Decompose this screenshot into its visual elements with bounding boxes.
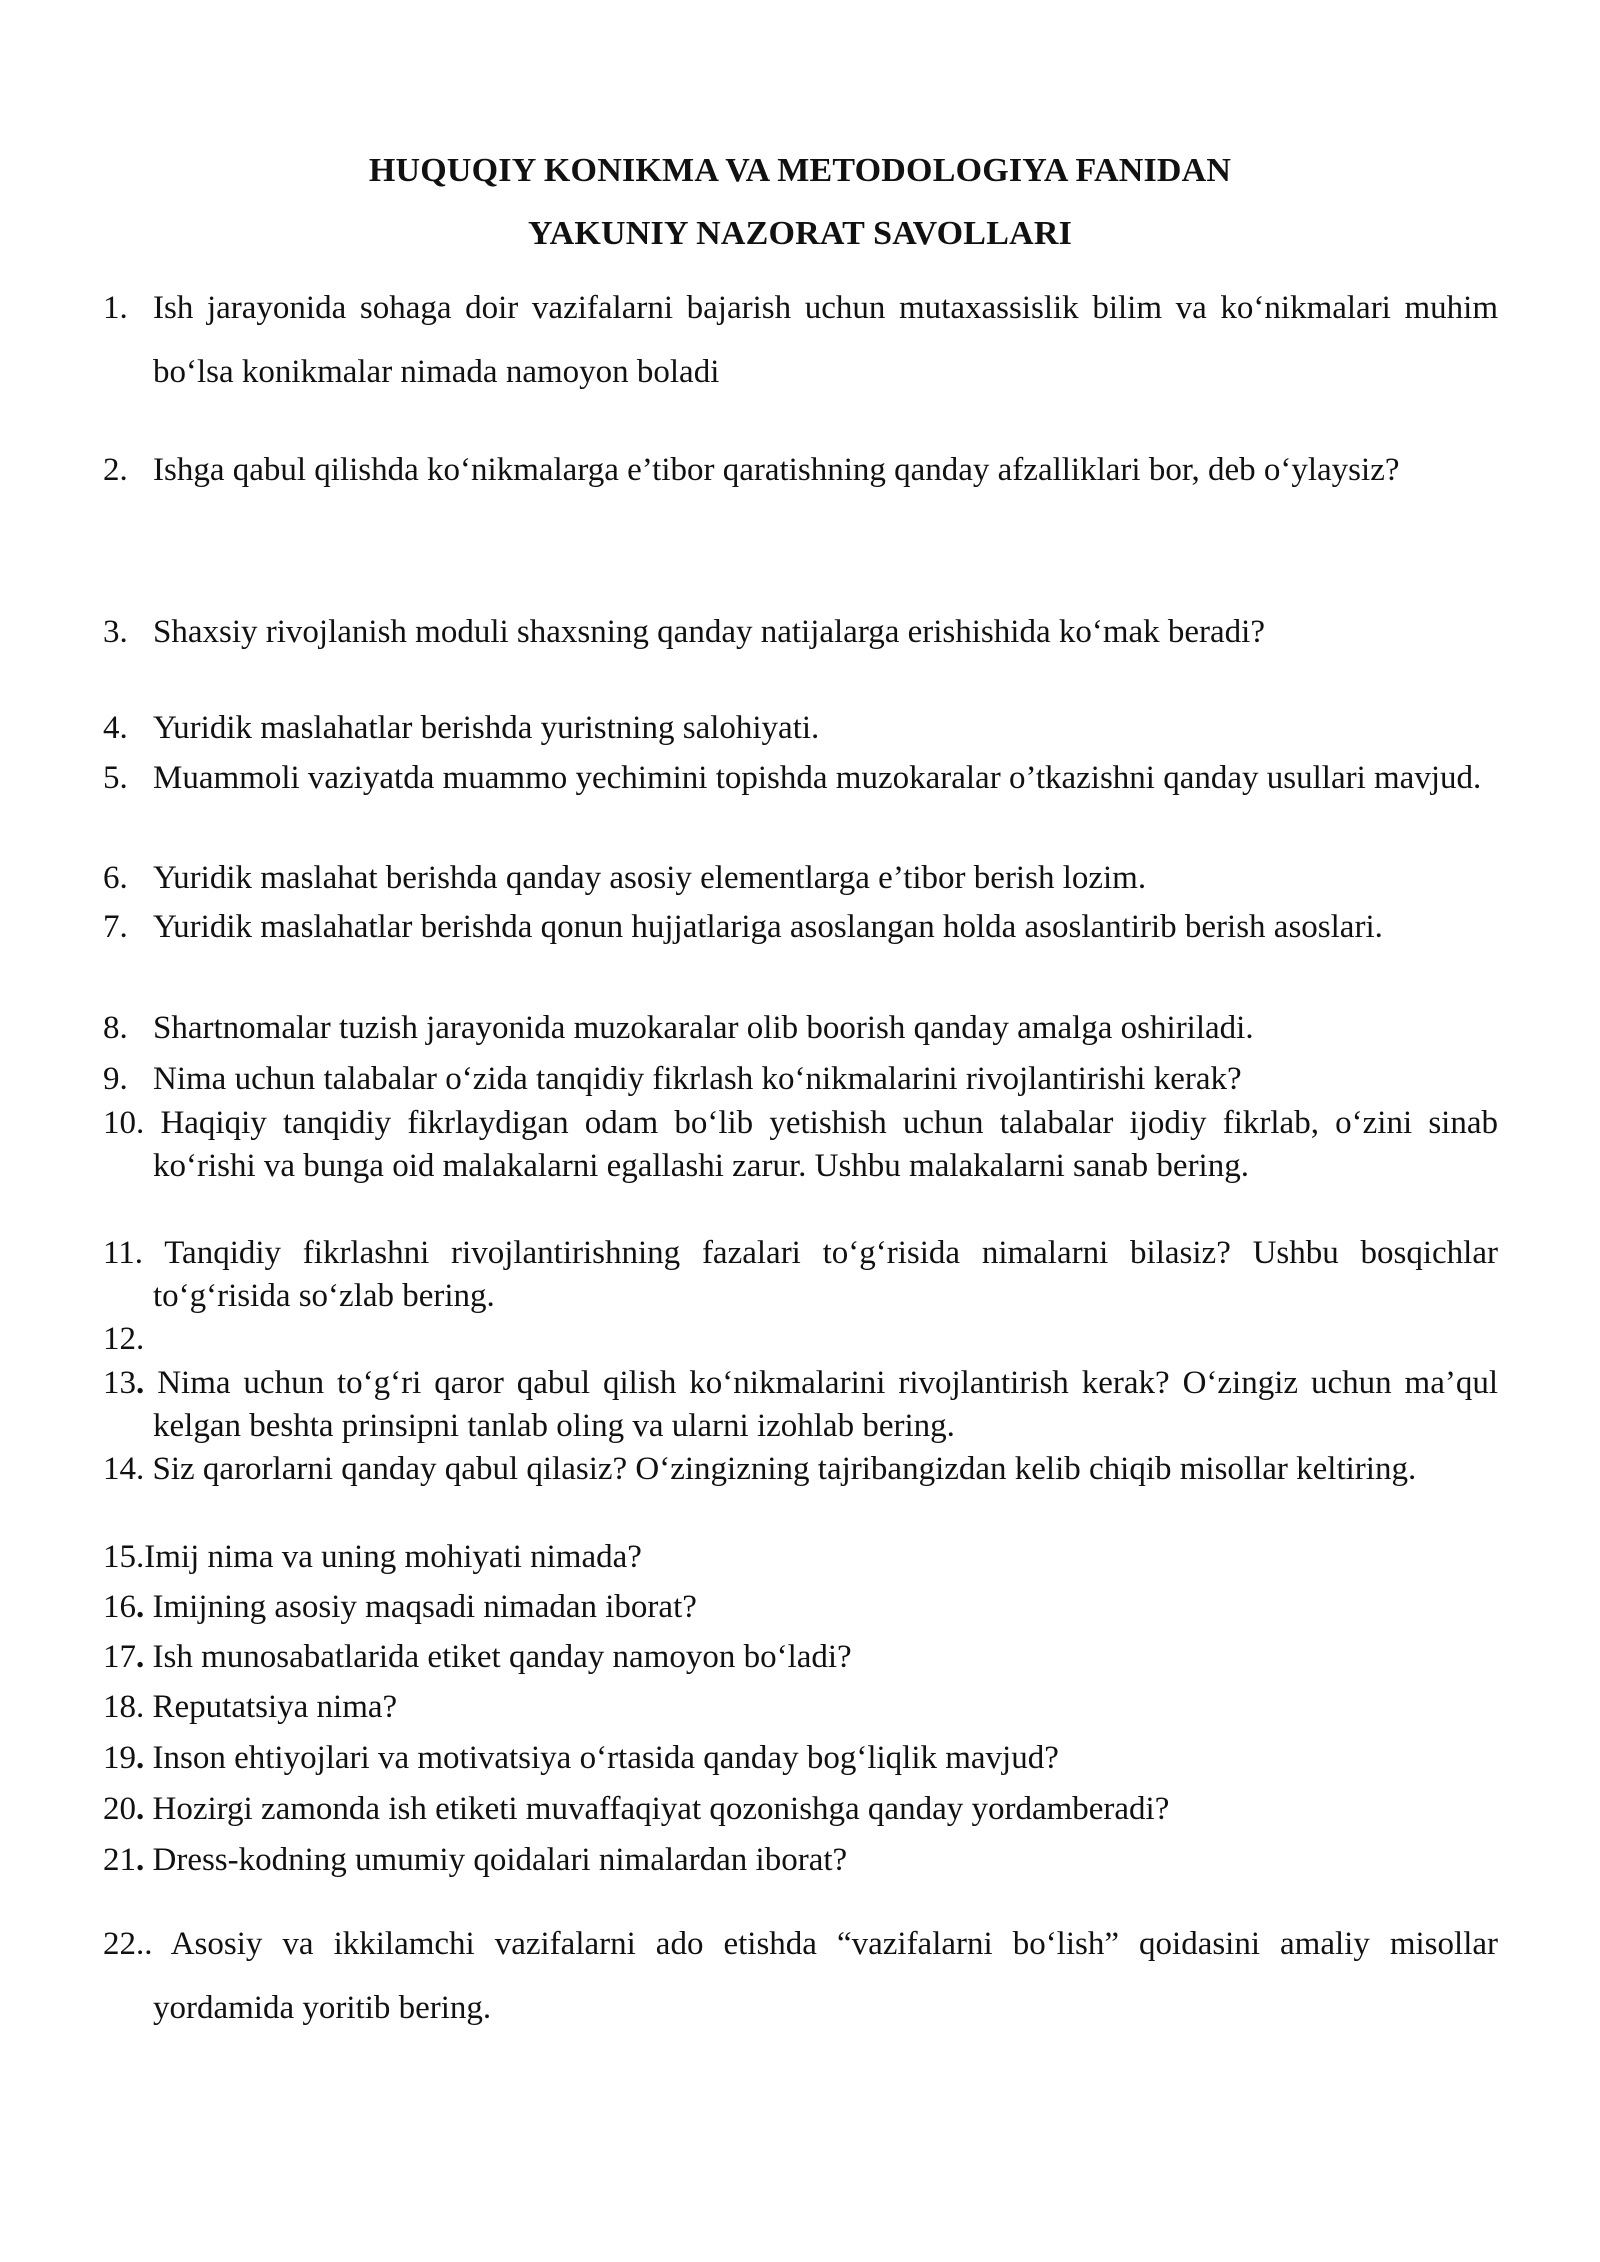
question-number: 3. [103,614,128,650]
question-text: Muammoli vaziyatda muammo yechimini topishda muzokaralar o’tkazishni qanday usullari mavjud. [153,760,1482,796]
question-text: Dress-kodning umumiy qoidalari nimalardan iborat? [152,1842,848,1878]
document-title-line-2: YAKUNIY NAZORAT SAVOLLARI [527,215,1073,252]
question-number-dot: . [136,1365,145,1401]
question-text: Shaxsiy rivojlanish moduli shaxsning qanday natijalarga erishishida ko‘mak beradi? [153,614,1265,650]
question-item [103,1636,1498,1679]
question-item [103,1362,1498,1448]
question-item [103,1686,1498,1729]
question-number: 1. [103,290,128,326]
question-text: Reputatsiya nima? [152,1689,398,1725]
question-text: Nima uchun to‘g‘ri qaror qabul qilish ko‘nikmalarini rivojlantirish kerak? O‘zingiz uchun ma’qul kelgan beshta prinsipni tanlab oling va ularni izohlab bering. [153,1365,1499,1444]
question-item [103,1536,1498,1579]
question-text: Haqiqiy tanqidiy fikrlaydigan odam bo‘lib yetishish uchun talabalar ijodiy fikrlab, o‘zini sinab ko‘rishi va bunga oid malakalarni egallashi zarur. Ushbu malakalarni sanab bering. [153,1105,1498,1184]
question-item [103,704,1498,752]
question-number: 21. [103,1842,145,1878]
question-text: Asosiy va ikkilamchi vazifalarni ado etishda “vazifalarni bo‘lish” qoidasini amaliy misollar yordamida yoritib bering. [153,1926,1498,2026]
question-number-dot: . [136,1791,145,1827]
question-number: 22.. [103,1926,153,1962]
question-text: Siz qarorlarni qanday qabul qilasiz? O‘zingizning tajribangizdan kelib chiqib misollar keltiring. [152,1451,1417,1487]
question-item [103,1912,1498,2040]
question-number: 16. [103,1589,145,1625]
question-item [103,1007,1498,1050]
question-item [103,1102,1498,1188]
question-number: 17. [103,1639,145,1675]
question-number-dot: . [136,1842,145,1878]
question-text: Inson ehtiyojlari va motivatsiya o‘rtasida qanday bog‘liqlik mavjud? [152,1740,1059,1776]
question-number: 6. [103,860,128,896]
question-item [103,1737,1498,1780]
question-number: 15. [103,1539,145,1575]
question-number: 2. [103,452,128,488]
question-number: 9. [103,1061,128,1097]
question-item [103,1788,1498,1831]
question-text: Yuridik maslahat berishda qanday asosiy elementlarga e’tibor berish lozim. [153,860,1147,896]
question-text: Ish munosabatlarida etiket qanday namoyon bo‘ladi? [152,1639,852,1675]
question-text: Tanqidiy fikrlashni rivojlantirishning fazalari to‘g‘risida nimalarni bilasiz? Ushbu bosqichlar to‘g‘risida so‘zlab bering. [153,1235,1498,1314]
question-number: 5. [103,760,128,796]
question-text: Imijning asosiy maqsadi nimadan iborat? [152,1589,697,1625]
question-number: 10. [103,1105,145,1141]
question-text: Yuridik maslahatlar berishda yuristning salohiyati. [153,710,820,746]
question-number: 20. [103,1791,145,1827]
document-title-line-1: HUQUQIY KONIKMA VA METODOLOGIYA FANIDAN [368,152,1232,189]
question-item [103,1839,1498,1882]
question-text: Imij nima va uning mohiyati nimada? [144,1539,642,1575]
question-number: 7. [103,909,128,945]
question-item [103,1448,1498,1491]
question-text: Ishga qabul qilishda ko‘nikmalarga e’tibor qaratishning qanday afzalliklari bor, deb o‘ylaysiz? [153,452,1400,488]
question-item [103,906,1498,949]
question-number: 8. [103,1010,128,1046]
question-number-dot: . [136,1740,145,1776]
question-number: 4. [103,710,128,746]
question-item [103,600,1498,664]
question-text: Nima uchun talabalar o‘zida tanqidiy fikrlash ko‘nikmalarini rivojlantirishi kerak? [153,1061,1242,1097]
question-text: Yuridik maslahatlar berishda qonun hujjatlariga asoslangan holda asoslantirib berish asoslari. [153,909,1383,945]
question-number: 19. [103,1740,145,1776]
question-text: Shartnomalar tuzish jarayonida muzokaralar olib boorish qanday amalga oshiriladi. [153,1010,1254,1046]
question-number: 14. [103,1451,145,1487]
question-item [103,276,1498,404]
question-item [103,757,1498,800]
question-item [103,1232,1498,1318]
question-number: 11. [103,1235,144,1271]
question-item [103,857,1498,900]
question-number: 13. [103,1365,145,1401]
question-number: 18. [103,1689,145,1725]
question-text: Ish jarayonida sohaga doir vazifalarni bajarish uchun mutaxassislik bilim va ko‘nikmalari muhim bo‘lsa konikmalar nimada namoyon boladi [153,290,1498,390]
question-item [103,1058,1498,1101]
question-number: 12. [103,1321,145,1357]
question-item [103,1586,1498,1629]
question-item [103,1318,1498,1361]
question-text: Hozirgi zamonda ish etiketi muvaffaqiyat qozonishga qanday yordamberadi? [152,1791,1170,1827]
question-number-dot: . [136,1589,145,1625]
question-item [103,438,1498,502]
question-number-dot: . [136,1639,145,1675]
